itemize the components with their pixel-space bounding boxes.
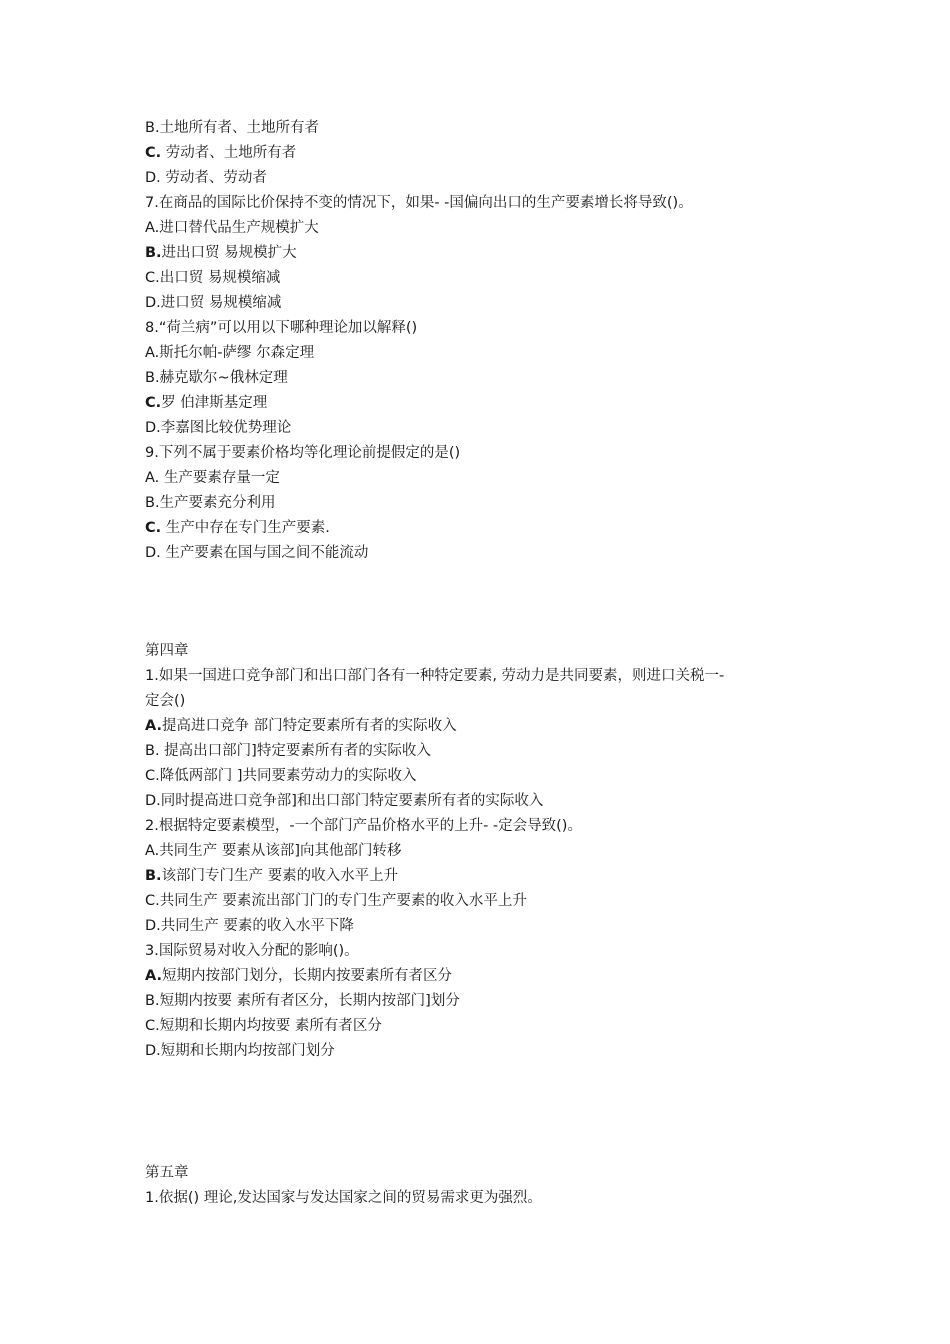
q7-option-a: A.进口替代品生产规模扩大 — [145, 220, 319, 236]
ch4-q3-option-b: B.短期内按要 素所有者区分，长期内按部门]划分 — [145, 993, 460, 1009]
ch4-question-2: 2.根据特定要素模型，-一个部门产品价格水平的上升- -定会导致()。 — [145, 818, 582, 834]
ch4-question-1-cont: 定会() — [145, 693, 186, 709]
q8-option-c: C.罗 伯津斯基定理 — [145, 395, 268, 411]
ch4-q1-option-d: D.同时提高进口竞争部]和出口部门特定要素所有者的实际收入 — [145, 793, 544, 809]
option-d-line: D. 劳动者、劳动者 — [145, 170, 267, 186]
ch4-q1-option-c: C.降低两部门 ]共同要素劳动力的实际收入 — [145, 768, 417, 784]
ch5-question-1: 1.依据() 理论,发达国家与发达国家之间的贸易需求更为强烈。 — [145, 1190, 542, 1206]
q7-option-d: D.进口贸 易规模缩减 — [145, 295, 282, 311]
q9-option-b: B.生产要素充分利用 — [145, 495, 276, 511]
q9-option-c: C. 生产中存在专门生产要素. — [145, 520, 330, 536]
ch4-q3-option-a: A.短期内按部门划分，长期内按要素所有者区分 — [145, 968, 452, 984]
q7-option-b: B.进出口贸 易规模扩大 — [145, 245, 297, 261]
question-9: 9.下列不属于要素价格均等化理论前提假定的是() — [145, 445, 461, 461]
q9-option-a: A. 生产要素存量一定 — [145, 470, 280, 486]
q7-option-c: C.出口贸 易规模缩减 — [145, 270, 281, 286]
ch4-question-3: 3.国际贸易对收入分配的影响()。 — [145, 943, 359, 959]
q9-option-d: D. 生产要素在国与国之间不能流动 — [145, 545, 369, 561]
ch4-q1-option-a: A.提高进口竞争 部门特定要素所有者的实际收入 — [145, 718, 457, 734]
option-b-line: B.土地所有者、土地所有者 — [145, 120, 320, 136]
ch4-q1-option-b: B. 提高出口部门]特定要素所有者的实际收入 — [145, 743, 431, 759]
q8-option-d: D.李嘉图比较优势理论 — [145, 420, 292, 436]
chapter-4-heading: 第四章 — [145, 643, 189, 659]
option-c-line: C. 劳动者、土地所有者 — [145, 145, 297, 161]
ch4-question-1: 1.如果一国进口竞争部门和出口部门各有一种特定要素, 劳动力是共同要素，则进口关税一- — [145, 668, 725, 684]
ch4-q3-option-c: C.短期和长期内均按要 素所有者区分 — [145, 1018, 382, 1034]
ch4-q2-option-b: B.该部门专门生产 要素的收入水平上升 — [145, 868, 399, 884]
q8-option-b: B.赫克歇尔~俄林定理 — [145, 370, 288, 386]
ch4-q3-option-d: D.短期和长期内均按部门划分 — [145, 1043, 335, 1059]
chapter-5-heading: 第五章 — [145, 1165, 189, 1181]
ch4-q2-option-c: C.共同生产 要素流出部门门的专门生产要素的收入水平上升 — [145, 893, 527, 909]
question-7: 7.在商品的国际比价保持不变的情况下，如果- -国偏向出口的生产要素增长将导致()。 — [145, 195, 693, 211]
ch4-q2-option-d: D.共同生产 要素的收入水平下降 — [145, 918, 354, 934]
ch4-q2-option-a: A.共同生产 要素从该部]向其他部门转移 — [145, 843, 402, 859]
q8-option-a: A.斯托尔帕-萨缪 尔森定理 — [145, 345, 315, 361]
question-8: 8.“荷兰病”可以用以下哪种理论加以解释() — [145, 320, 418, 336]
